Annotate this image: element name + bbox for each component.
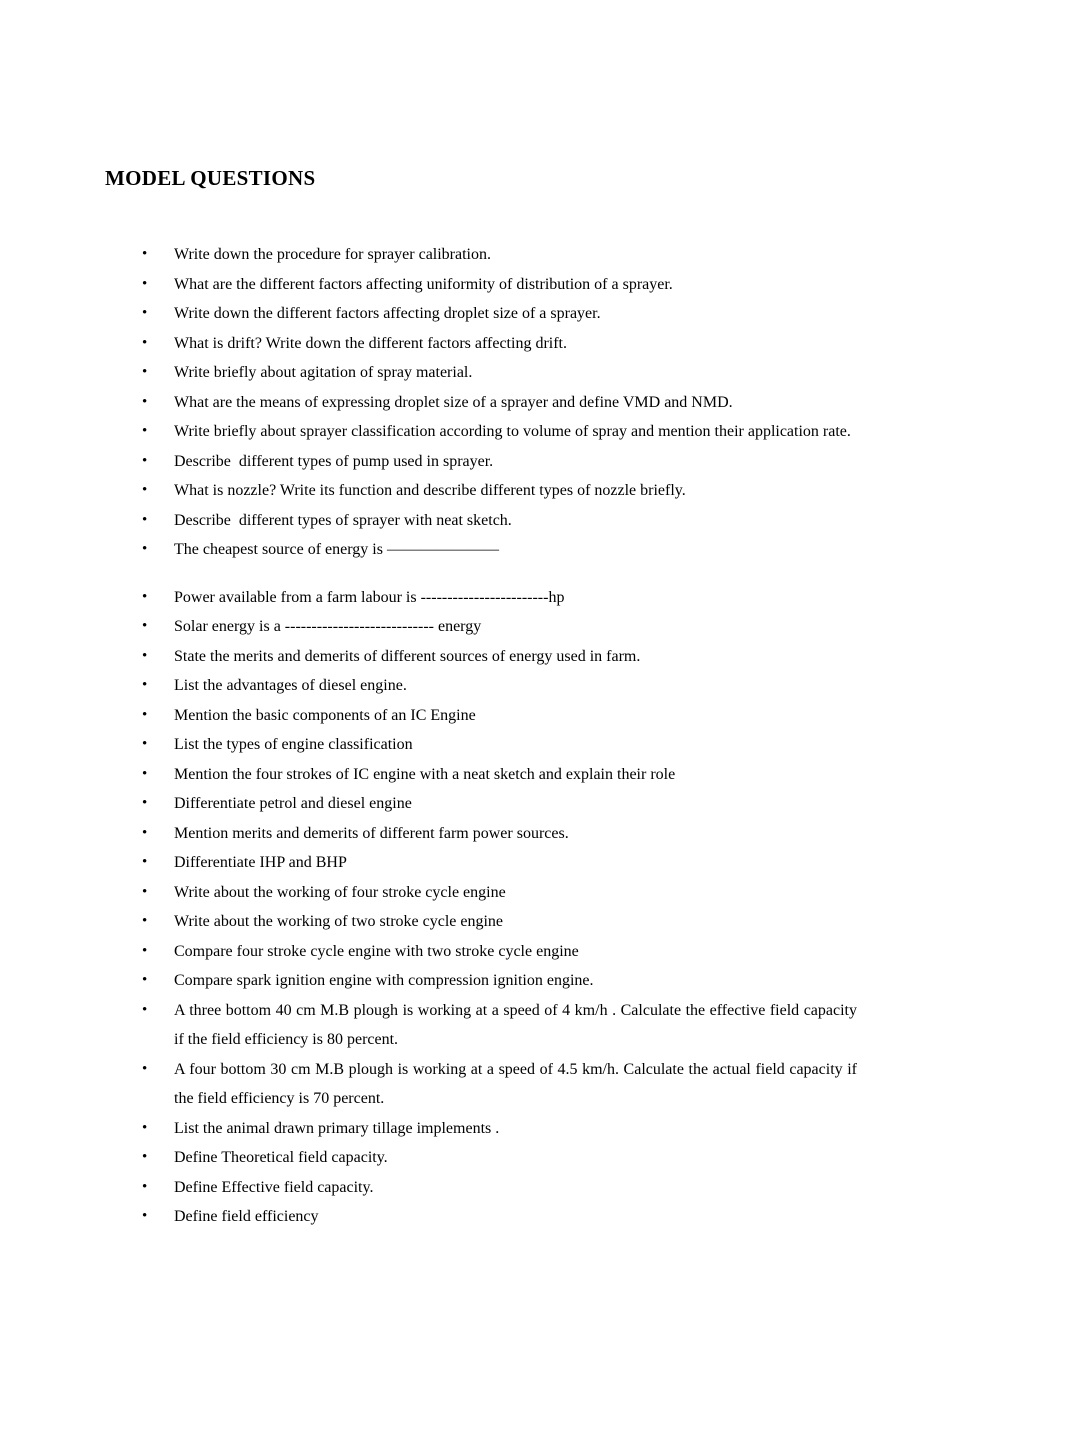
question-text: What are the means of expressing droplet size of a sprayer and define VMD and NMD. xyxy=(174,393,733,411)
bullet-icon: • xyxy=(142,795,148,811)
question-item xyxy=(140,848,857,878)
question-text: Describe different types of sprayer with neat sketch. xyxy=(174,511,512,529)
question-text: Write down the different factors affecting droplet size of a sprayer. xyxy=(174,305,601,322)
question-text: Solar energy is a ---------------------------- energy xyxy=(174,618,482,635)
question-item xyxy=(140,583,857,613)
question-item xyxy=(140,907,857,937)
bullet-icon: • xyxy=(142,913,148,929)
bullet-icon: • xyxy=(142,511,148,528)
question-text: What is drift? Write down the different factors affecting drift. xyxy=(174,334,567,352)
question-text: Differentiate petrol and diesel engine xyxy=(174,795,412,812)
bullet-icon: • xyxy=(142,824,148,841)
question-item xyxy=(140,1114,857,1144)
question-text: A four bottom 30 cm M.B plough is working at a speed of 4.5 km/h. Calculate the actual field capacity if the field efficiency is 70 percent. xyxy=(174,1060,857,1107)
question-item xyxy=(140,476,857,506)
bullet-icon: • xyxy=(142,1149,148,1165)
question-text: Write briefly about sprayer classification according to volume of spray and mention their application rate. xyxy=(174,423,851,440)
question-item xyxy=(140,329,857,359)
question-text: List the advantages of diesel engine. xyxy=(174,677,407,694)
question-list-farm-power xyxy=(140,583,857,1232)
question-item xyxy=(140,417,857,447)
question-text: List the animal drawn primary tillage implements . xyxy=(174,1119,500,1137)
question-text: Power available from a farm labour is ------------------------hp xyxy=(174,588,565,606)
bullet-icon: • xyxy=(142,1119,148,1136)
question-item xyxy=(140,671,857,701)
question-item xyxy=(140,730,857,760)
bullet-icon: • xyxy=(142,1208,148,1224)
question-item xyxy=(140,535,857,565)
question-text: List the types of engine classification xyxy=(174,736,413,753)
question-item xyxy=(140,1173,857,1203)
question-text: Write about the working of four stroke cycle engine xyxy=(174,883,506,901)
bullet-icon: • xyxy=(142,883,148,900)
question-item xyxy=(140,642,857,672)
question-item xyxy=(140,1055,857,1114)
question-item xyxy=(140,966,857,996)
question-text: Mention the basic components of an IC Engine xyxy=(174,706,476,724)
question-item xyxy=(140,388,857,418)
question-item xyxy=(140,996,857,1055)
bullet-icon: • xyxy=(142,482,148,498)
question-item xyxy=(140,506,857,536)
question-item xyxy=(140,789,857,819)
question-text: State the merits and demerits of different sources of energy used in farm. xyxy=(174,647,641,665)
question-item xyxy=(140,447,857,477)
bullet-icon: • xyxy=(142,246,148,262)
question-list-sprayer xyxy=(140,240,857,565)
question-text: The cheapest source of energy is ——————— xyxy=(174,541,499,558)
question-item xyxy=(140,819,857,849)
question-text: Differentiate IHP and BHP xyxy=(174,854,347,871)
bullet-icon: • xyxy=(142,1060,148,1077)
question-text: Mention merits and demerits of different farm power sources. xyxy=(174,824,569,842)
bullet-icon: • xyxy=(142,541,148,557)
bullet-icon: • xyxy=(142,588,148,605)
question-text: Compare four stroke cycle engine with two stroke cycle engine xyxy=(174,942,579,960)
question-text: Define Theoretical field capacity. xyxy=(174,1149,388,1166)
bullet-icon: • xyxy=(142,706,148,723)
bullet-icon: • xyxy=(142,647,148,664)
question-text: Define field efficiency xyxy=(174,1208,319,1225)
bullet-icon: • xyxy=(142,942,148,959)
bullet-icon: • xyxy=(142,618,148,634)
question-item xyxy=(140,270,857,300)
question-text: Compare spark ignition engine with compression ignition engine. xyxy=(174,972,594,989)
bullet-icon: • xyxy=(142,854,148,870)
question-item xyxy=(140,937,857,967)
bullet-icon: • xyxy=(142,765,148,782)
bullet-icon: • xyxy=(142,736,148,752)
question-item xyxy=(140,1202,857,1232)
bullet-icon: • xyxy=(142,677,148,693)
page-title: MODEL QUESTIONS xyxy=(105,166,316,190)
bullet-icon: • xyxy=(142,305,148,321)
bullet-icon: • xyxy=(142,423,148,439)
question-item xyxy=(140,358,857,388)
question-item xyxy=(140,612,857,642)
bullet-icon: • xyxy=(142,972,148,988)
question-text: A three bottom 40 cm M.B plough is working at a speed of 4 km/h . Calculate the effective field capacity if the field efficiency is 80 percent. xyxy=(174,1001,857,1048)
question-text: Write about the working of two stroke cycle engine xyxy=(174,913,504,930)
question-text: Define Effective field capacity. xyxy=(174,1178,374,1196)
question-text: Describe different types of pump used in sprayer. xyxy=(174,452,494,470)
bullet-icon: • xyxy=(142,334,148,351)
question-item xyxy=(140,701,857,731)
question-text: What is nozzle? Write its function and describe different types of nozzle briefly. xyxy=(174,482,686,499)
question-item xyxy=(140,878,857,908)
question-item xyxy=(140,760,857,790)
question-text: Write down the procedure for sprayer calibration. xyxy=(174,246,491,263)
question-text: Write briefly about agitation of spray material. xyxy=(174,364,473,381)
bullet-icon: • xyxy=(142,452,148,469)
bullet-icon: • xyxy=(142,364,148,380)
bullet-icon: • xyxy=(142,1001,148,1018)
bullet-icon: • xyxy=(142,275,148,292)
bullet-icon: • xyxy=(142,1178,148,1195)
question-item xyxy=(140,299,857,329)
question-lists xyxy=(140,240,857,1232)
question-text: What are the different factors affecting uniformity of distribution of a sprayer. xyxy=(174,275,673,293)
question-item xyxy=(140,1143,857,1173)
question-item xyxy=(140,240,857,270)
question-text: Mention the four strokes of IC engine with a neat sketch and explain their role xyxy=(174,765,676,783)
bullet-icon: • xyxy=(142,393,148,410)
